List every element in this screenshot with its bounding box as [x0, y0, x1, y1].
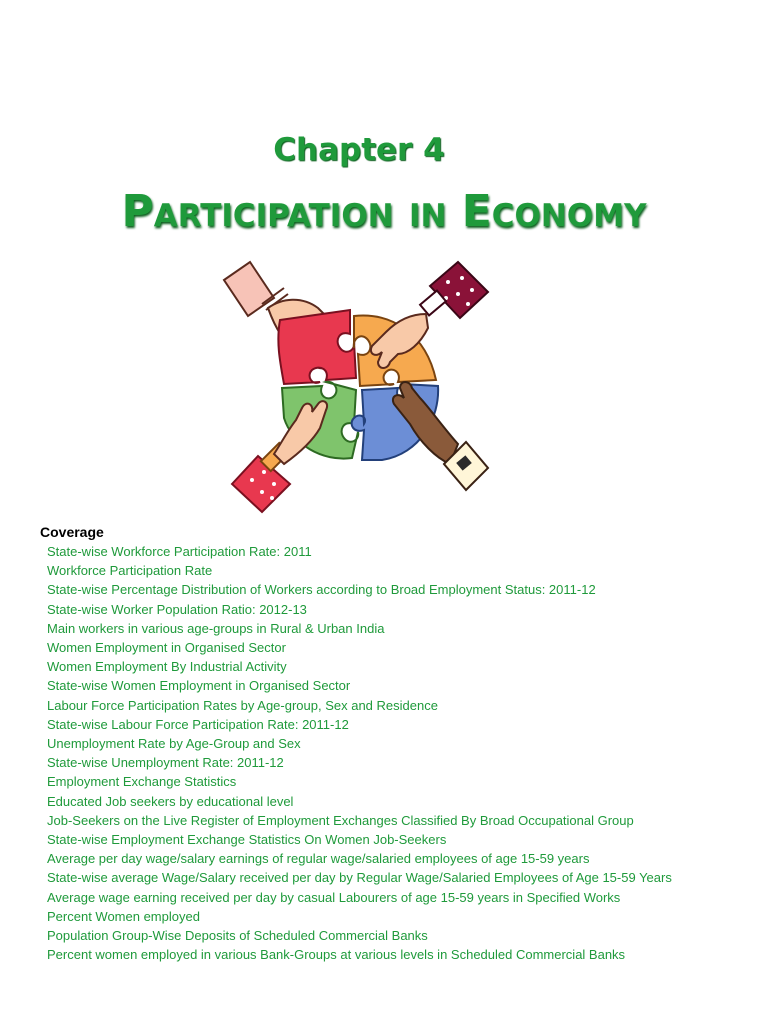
coverage-item: State-wise Worker Population Ratio: 2012-13: [47, 601, 307, 617]
coverage-item: Labour Force Participation Rates by Age-group, Sex and Residence: [47, 697, 438, 713]
coverage-item: State-wise Unemployment Rate: 2011-12: [47, 755, 284, 771]
coverage-item: Unemployment Rate by Age-Group and Sex: [47, 736, 301, 752]
coverage-item: State-wise average Wage/Salary received per day by Regular Wage/Salaried Employees of Age 15-59 Years: [47, 870, 672, 886]
coverage-item: Main workers in various age-groups in Rural & Urban India: [47, 620, 385, 636]
coverage-item: State-wise Women Employment in Organised Sector: [47, 678, 351, 694]
coverage-item: State-wise Percentage Distribution of Workers according to Broad Employment Status: 2011-12: [47, 582, 596, 598]
coverage-item: Average per day wage/salary earnings of regular wage/salaried employees of age 15-59 years: [47, 851, 590, 867]
coverage-heading: Coverage: [40, 524, 104, 540]
coverage-item: Percent Women employed: [47, 908, 200, 924]
coverage-item: Average wage earning received per day by casual Labourers of age 15-59 years in Specified Works: [47, 889, 621, 905]
coverage-item: Percent women employed in various Bank-Groups at various levels in Scheduled Commercial Banks: [47, 947, 626, 963]
hands-puzzle-icon: [222, 258, 492, 520]
chapter-number: Chapter 4: [273, 132, 445, 168]
coverage-list: [47, 542, 759, 964]
coverage-item: Population Group-Wise Deposits of Scheduled Commercial Banks: [47, 928, 428, 944]
coverage-item: Job-Seekers on the Live Register of Employment Exchanges Classified By Broad Occupational Group: [47, 812, 634, 828]
sleeve-top-right: [420, 262, 488, 318]
coverage-item: State-wise Workforce Participation Rate: 2011: [47, 544, 312, 559]
coverage-item: Women Employment in Organised Sector: [47, 640, 286, 656]
coverage-item: Workforce Participation Rate: [47, 563, 213, 579]
coverage-item: Employment Exchange Statistics: [47, 774, 237, 790]
coverage-item: State-wise Employment Exchange Statistics On Women Job-Seekers: [47, 832, 447, 848]
coverage-item: Educated Job seekers by educational level: [47, 793, 294, 809]
coverage-item: Women Employment By Industrial Activity: [47, 659, 287, 675]
coverage-item: State-wise Labour Force Participation Rate: 2011-12: [47, 716, 349, 732]
chapter-title: Participation in Economy: [121, 186, 647, 237]
